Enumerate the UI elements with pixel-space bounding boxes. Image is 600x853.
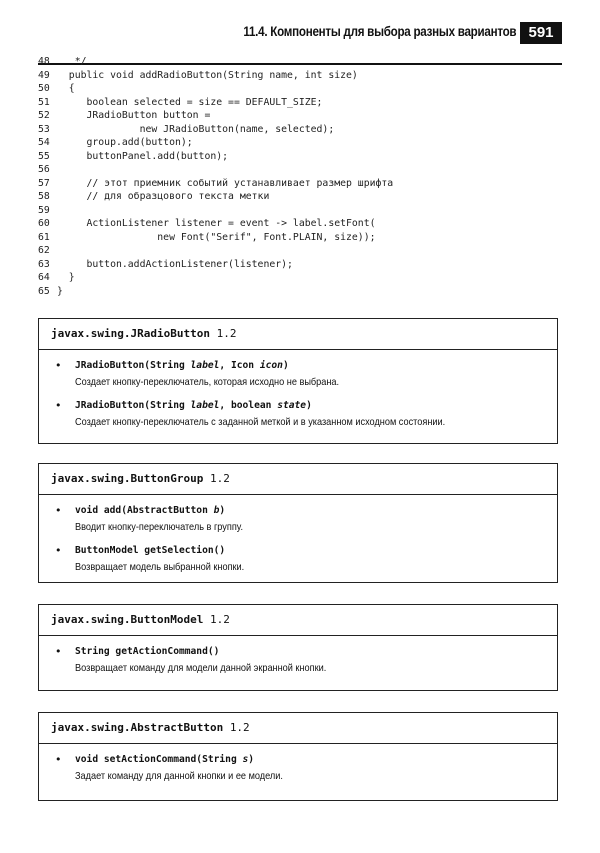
- signature-part: String getActionCommand(): [75, 646, 220, 657]
- line-number: 52: [38, 110, 50, 121]
- line-number: 63: [38, 258, 50, 270]
- bullet-icon: •: [55, 753, 62, 766]
- class-name: javax.swing.ButtonModel: [51, 613, 204, 626]
- code-text: */: [57, 56, 87, 67]
- signature-part: JRadioButton(String: [75, 400, 191, 411]
- line-number: 48: [38, 56, 50, 67]
- code-text: {: [57, 83, 75, 94]
- line-number: 56: [38, 164, 50, 175]
- line-number: 49: [38, 69, 50, 81]
- class-name: javax.swing.AbstractButton: [51, 721, 224, 734]
- since-version: 1.2: [216, 327, 237, 340]
- method-signature: [75, 543, 557, 558]
- parameter-name: icon: [259, 360, 283, 371]
- code-line: [38, 163, 393, 177]
- api-box-header: [39, 319, 557, 350]
- parameter-name: label: [190, 400, 220, 411]
- method-description: Возвращает команду для модели данной экранной кнопки.: [75, 663, 327, 674]
- bullet-icon: •: [55, 504, 62, 517]
- signature-part: , boolean: [219, 400, 278, 411]
- api-box-abstractbutton: [38, 712, 558, 801]
- api-method-item: [39, 752, 557, 784]
- code-line: [38, 150, 393, 164]
- line-number: 62: [38, 245, 50, 256]
- parameter-name: state: [277, 400, 307, 411]
- code-line: [38, 123, 393, 137]
- line-number: 54: [38, 137, 50, 148]
- api-box-buttonmodel: [38, 604, 558, 691]
- api-method-item: [39, 644, 557, 676]
- code-line: [38, 136, 393, 150]
- api-box-header: [39, 713, 557, 744]
- bullet-icon: •: [55, 359, 62, 372]
- signature-part: ): [219, 505, 226, 516]
- code-text: new Font("Serif", Font.PLAIN, size));: [57, 231, 376, 243]
- method-signature: [75, 358, 557, 373]
- method-signature: [75, 752, 557, 767]
- signature-part: void add(AbstractButton: [75, 505, 214, 516]
- code-text: public void addRadioButton(String name, int size): [57, 69, 358, 81]
- api-box-header: [39, 605, 557, 636]
- signature-part: JRadioButton(String: [75, 360, 191, 371]
- method-description: Задает команду для данной кнопки и ее модели.: [75, 771, 283, 782]
- code-text: buttonPanel.add(button);: [57, 150, 229, 162]
- line-number: 61: [38, 231, 50, 243]
- line-number: 53: [38, 123, 50, 135]
- api-method-item: [39, 503, 557, 535]
- signature-part: ): [282, 360, 289, 371]
- line-number: 60: [38, 218, 50, 229]
- class-name: javax.swing.JRadioButton: [51, 327, 210, 340]
- code-line: [38, 190, 393, 204]
- method-signature: [75, 644, 557, 659]
- api-method-item: [39, 543, 557, 575]
- section-title: 11.4. Компоненты для выбора разных вариантов: [243, 24, 516, 39]
- since-version: 1.2: [209, 472, 230, 485]
- bullet-icon: •: [55, 544, 62, 557]
- line-number: 59: [38, 204, 50, 216]
- code-text: // этот приемник событий устанавливает размер шрифта: [57, 177, 394, 189]
- line-number: 57: [38, 177, 50, 189]
- code-text: }: [57, 272, 75, 283]
- api-box-buttongroup: [38, 463, 558, 583]
- code-text: // для образцового текста метки: [57, 191, 270, 202]
- class-name: javax.swing.ButtonGroup: [51, 472, 204, 485]
- code-line: [38, 285, 393, 299]
- since-version: 1.2: [209, 613, 230, 626]
- line-number: 64: [38, 272, 50, 283]
- code-line: [38, 204, 393, 218]
- method-signature: [75, 503, 557, 518]
- signature-part: ): [306, 400, 312, 411]
- signature-part: ButtonModel getSelection(): [75, 545, 226, 556]
- code-listing: [38, 55, 393, 298]
- code-line: [38, 177, 393, 191]
- api-method-item: [39, 358, 557, 390]
- code-text: new JRadioButton(name, selected);: [57, 123, 335, 135]
- parameter-name: s: [242, 754, 249, 765]
- page-header: [0, 22, 600, 46]
- code-text: JRadioButton button =: [57, 110, 211, 121]
- code-line: [38, 231, 393, 245]
- api-method-item: [39, 398, 557, 430]
- code-line: [38, 109, 393, 123]
- code-line: [38, 258, 393, 272]
- method-signature: [75, 398, 557, 413]
- code-text: group.add(button);: [57, 137, 193, 148]
- method-description: Создает кнопку-переключатель с заданной меткой и в указанном исходном состоянии.: [75, 417, 446, 428]
- page-number: 591: [520, 22, 562, 44]
- line-number: 50: [38, 83, 50, 94]
- method-description: Создает кнопку-переключатель, которая исходно не выбрана.: [75, 377, 340, 388]
- api-box-jradiobutton: [38, 318, 558, 444]
- method-description: Вводит кнопку-переключатель в группу.: [75, 522, 244, 533]
- code-text: ActionListener listener = event -> label.setFont(: [57, 218, 376, 229]
- line-number: 51: [38, 96, 50, 108]
- api-box-header: [39, 464, 557, 495]
- code-text: button.addActionListener(listener);: [57, 258, 293, 270]
- signature-part: ): [248, 754, 255, 765]
- bullet-icon: •: [55, 645, 62, 658]
- code-text: boolean selected = size == DEFAULT_SIZE;: [57, 96, 323, 108]
- parameter-name: label: [190, 360, 220, 371]
- code-line: [38, 82, 393, 96]
- signature-part: void setActionCommand(String: [75, 754, 243, 765]
- code-line: [38, 55, 393, 69]
- bullet-icon: •: [55, 399, 62, 412]
- code-line: [38, 271, 393, 285]
- method-description: Возвращает модель выбранной кнопки.: [75, 562, 245, 573]
- signature-part: , Icon: [219, 360, 260, 371]
- code-line: [38, 69, 393, 83]
- code-line: [38, 244, 393, 258]
- code-line: [38, 96, 393, 110]
- code-text: }: [57, 285, 63, 297]
- line-number: 55: [38, 150, 50, 162]
- line-number: 58: [38, 191, 50, 202]
- line-number: 65: [38, 285, 50, 297]
- code-line: [38, 217, 393, 231]
- parameter-name: b: [213, 505, 220, 516]
- since-version: 1.2: [229, 721, 250, 734]
